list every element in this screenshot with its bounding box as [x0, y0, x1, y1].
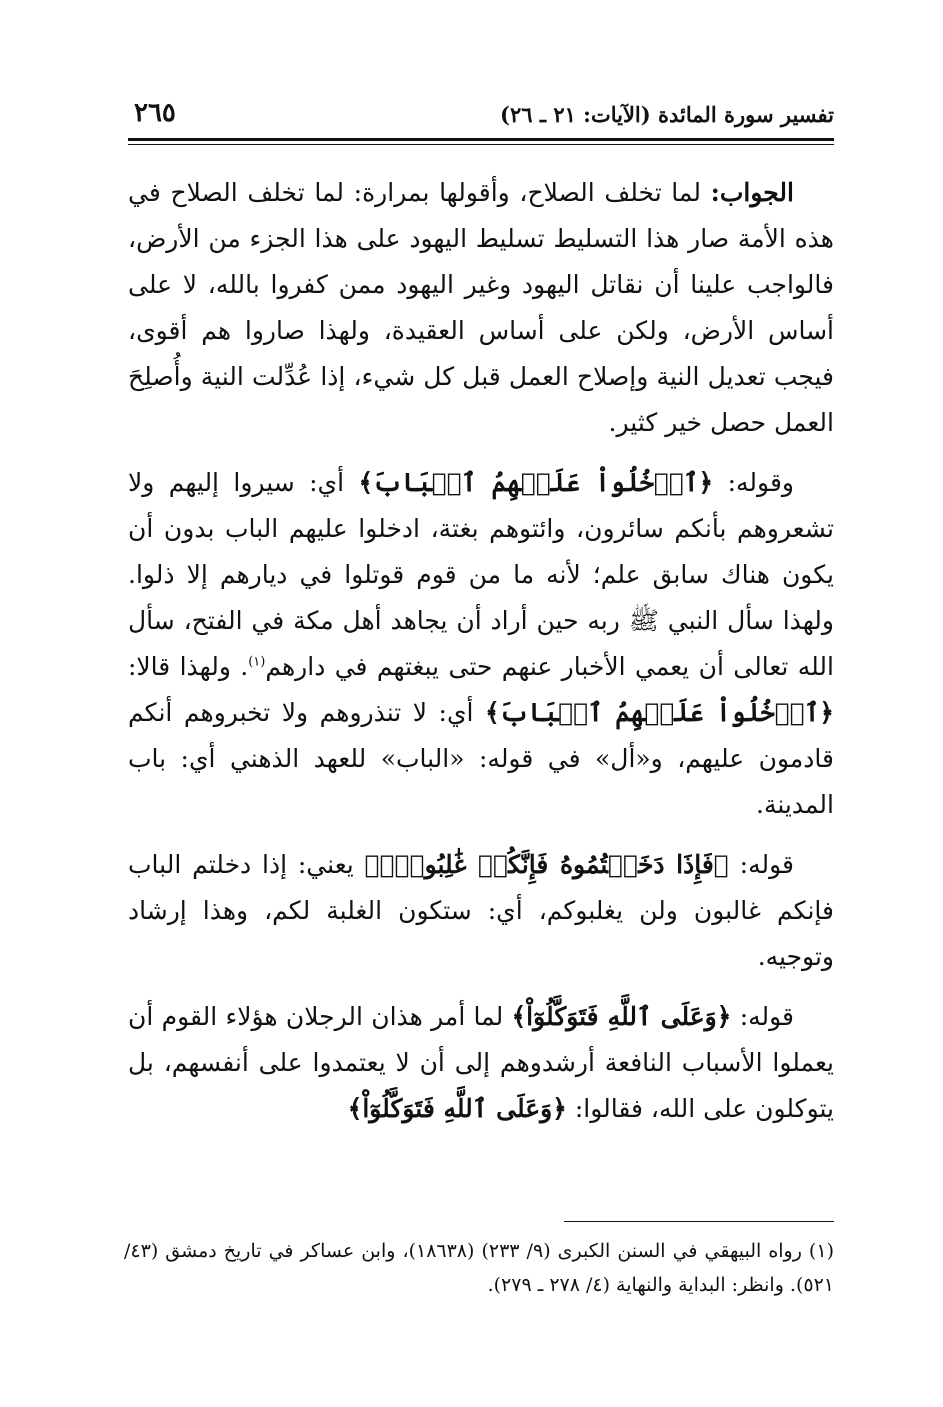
running-title: تفسير سورة المائدة (الآيات: ٢١ ـ ٢٦) [500, 102, 834, 127]
paragraph-lead-in: قوله: [731, 1002, 794, 1031]
quran-verse: ﴿وَعَلَى ٱللَّهِ فَتَوَكَّلُوٓاْ﴾ [347, 1094, 567, 1123]
paragraph-lead-in: قوله: [728, 850, 794, 879]
footnote-text: (١) رواه البيهقي في السنن الكبرى (٩/ ٢٣٣) (١٨٦٣٨)، وابن عساكر في تاريخ دمشق (٤٣/ ٥٢١). وانظر: البداية والنهاية (٤/ ٢٧٨ ـ ٢٧٩). [124, 1240, 834, 1296]
paragraph-lead-in: وقوله: [713, 468, 794, 497]
header-rule-thick [128, 138, 834, 141]
paragraph-answer [128, 170, 834, 446]
paragraph-enter-gate [128, 460, 834, 828]
footnote-reference[interactable]: (١) [248, 654, 266, 670]
quran-verse: ﴿فَإِذَا دَخَلۡتُمُوهُ فَإِنَّكُمۡ غَٰلِبُونَۚ﴾ [364, 850, 729, 879]
paragraph-text: لما تخلف الصلاح، وأقولها بمرارة: لما تخلف الصلاح في هذه الأمة صار هذا التسليط تسليط اليهود على هذا الجزء من الأرض، فالواجب علينا أن نقاتل اليهود وغير اليهود ممن كفروا بالله، لا على أساس الأرض، ولكن على أساس العقيدة، ولهذا صاروا هم أقوى، فيجب تعديل النية وإصلاح العمل قبل كل شيء، إذا عُدِّلت النية وأُصلِحَ العمل حصل خير كثير. [128, 178, 834, 437]
paragraph-text: . ولهذا قالا: [128, 652, 249, 681]
paragraph-victory [128, 842, 834, 980]
paragraph-reliance [128, 994, 834, 1132]
answer-label: الجواب: [710, 178, 794, 207]
paragraph-text: لما أمر هذان الرجلان هؤلاء القوم أن يعملوا الأسباب النافعة أرشدوهم إلى أن لا يعتمدوا على أنفسهم، بل يتوكلون على الله، فقالوا: [128, 1002, 834, 1123]
quran-verse: ﴿وَعَلَى ٱللَّهِ فَتَوَكَّلُوٓاْ﴾ [511, 1002, 732, 1031]
header-rule-thin [128, 144, 834, 145]
quran-verse: ﴿ٱدۡخُلُواْ عَلَيۡهِمُ ٱلۡبَابَ﴾ [485, 698, 834, 727]
footnote [124, 1234, 834, 1302]
main-text [128, 170, 834, 1146]
footnote-separator [564, 1221, 834, 1222]
paragraph-text: يعني: إذا دخلتم الباب فإنكم غالبون ولن يغلبوكم، أي: ستكون الغلبة لكم، وهذا إرشاد وتوجيه. [128, 850, 834, 971]
quran-verse: ﴿ٱدۡخُلُواْ عَلَيۡهِمُ ٱلۡبَابَ﴾ [358, 468, 714, 497]
paragraph-text: أي: لا تنذروهم ولا تخبروهم أنكم قادمون عليهم، و«أل» في قوله: «الباب» للعهد الذهني أي: باب المدينة. [128, 698, 834, 819]
paragraph-text: أي: سيروا إليهم ولا تشعروهم بأنكم سائرون، وائتوهم بغتة، ادخلوا عليهم الباب بدون أن يكون هناك سابق علم؛ لأنه ما من قوم قوتلوا في ديارهم إلا ذلوا. ولهذا سأل النبي ﷺ ربه حين أراد أن يجاهد أهل مكة في الفتح، سأل الله تعالى أن يعمي الأخبار عنهم حتى يبغتهم في دارهم [128, 468, 834, 681]
page-header [128, 98, 834, 138]
page-number: ٢٦٥ [134, 98, 176, 128]
